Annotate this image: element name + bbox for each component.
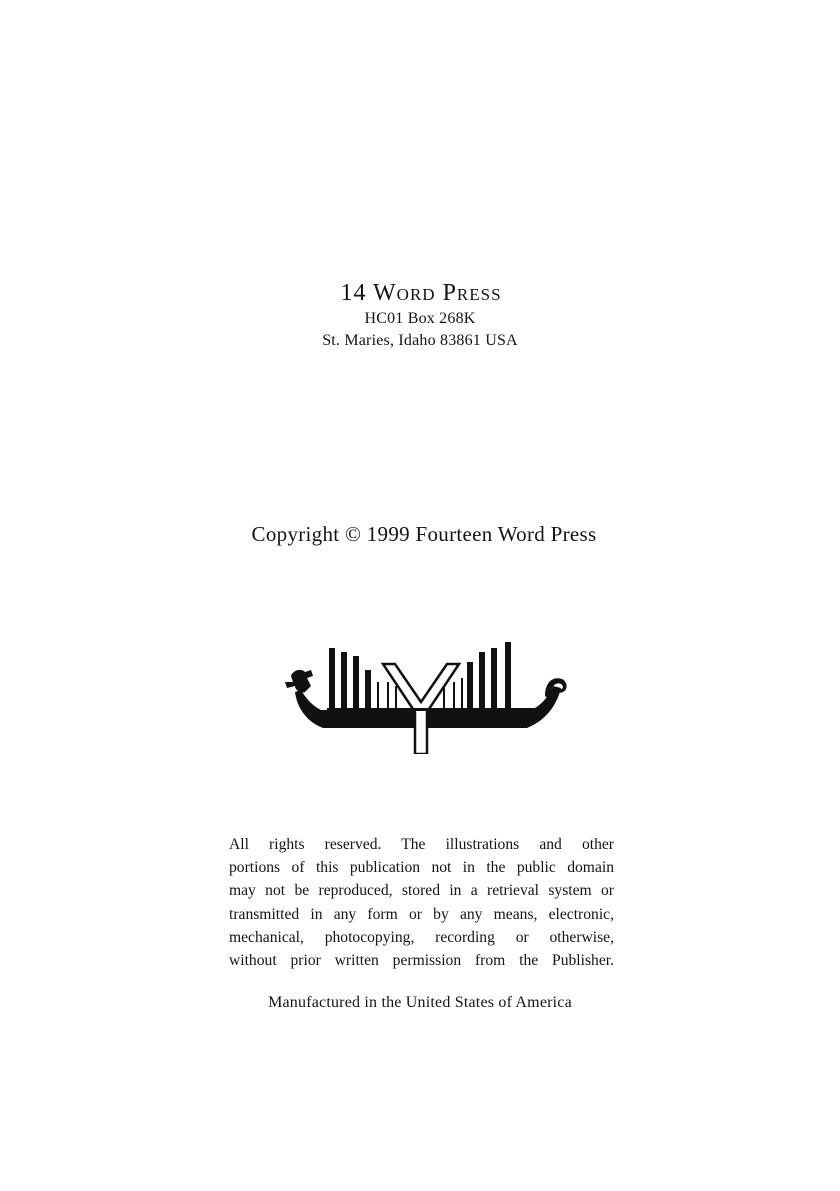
publisher-address-line-2: St. Maries, Idaho 83861 USA	[322, 332, 518, 349]
copyright-notice: Copyright © 1999 Fourteen Word Press	[251, 522, 597, 546]
manufactured-in-notice: Manufactured in the United States of America	[268, 994, 572, 1011]
rights-notice-line: transmitted in any form or by any means, electronic,	[229, 905, 614, 923]
longship-logo	[283, 636, 569, 754]
publisher-address-line-1: HC01 Box 268K	[364, 310, 476, 327]
rights-notice-line: mechanical, photocopying, recording or otherwise,	[229, 928, 614, 946]
rights-notice-line: without prior written permission from the Publisher.	[229, 952, 614, 970]
publisher-name: 14 Word Press	[340, 280, 502, 306]
rights-reserved-notice	[229, 833, 614, 972]
rights-notice-line: may not be reproduced, stored in a retrieval system or	[229, 882, 614, 900]
rights-notice-line: All rights reserved. The illustrations and other	[229, 836, 614, 853]
viking-longship-with-algiz-rune-logo-icon	[283, 636, 569, 754]
publisher-block	[0, 278, 840, 352]
rights-notice-line: portions of this publication not in the public domain	[229, 859, 614, 877]
